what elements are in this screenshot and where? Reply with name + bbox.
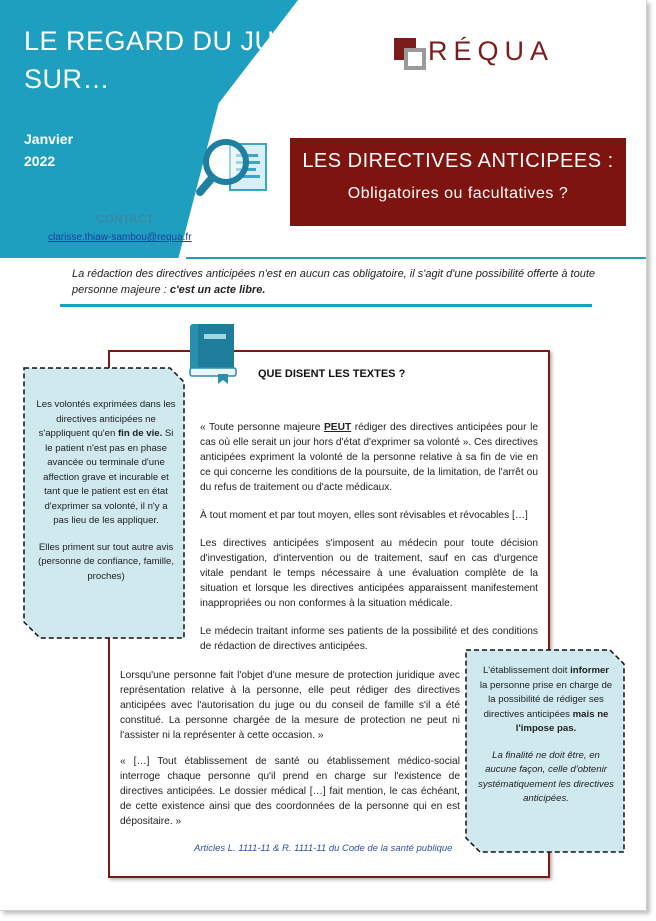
magnifier-document-icon (196, 130, 276, 212)
left-note-paragraph-1 (36, 398, 176, 529)
main-text-lower (120, 668, 460, 840)
text-paragraph-1 (200, 420, 538, 495)
book-icon (186, 322, 242, 384)
right-note-p1-a: L'établissement doit (482, 665, 571, 676)
intro-emphasis: c'est un acte libre. (169, 284, 266, 296)
left-note-text (36, 398, 176, 596)
topic-subtitle: Obligatoires ou facultatives ? (347, 185, 569, 202)
left-note-p1-before: Les volontés exprimées dans les directives anticipées ne s'appliquent qu'en (36, 399, 176, 439)
main-text-upper (200, 420, 538, 667)
topic-title-box (290, 138, 626, 226)
text-paragraph-6: « […] Tout établissement de santé ou établissement médico-social interroge chaque personne qu'il prend en charge sur l'existence de directives anticipées. Le dossier médical […] fait mention, le cas échéant, de cette existence ainsi que des coordonnées de la personne qui en est dépositaire. » (120, 756, 460, 827)
issue-date (24, 128, 73, 172)
p1-before: « Toute personne majeure (200, 422, 324, 433)
text-paragraph-5: Lorsqu'une personne fait l'objet d'une mesure de protection juridique avec représentation relative à la personne, elle peut rédiger des directives anticipées avec l'autorisation du juge ou du conseil de famille s'il a été constitué. La personne chargée de la mesure de protection ne peut ni l'assister ni la représenter à cette occasion. » (120, 670, 460, 741)
right-note-p1-c: la personne prise en charge de la possibilité de rédiger ses directives anticipées (479, 679, 613, 720)
title-line-1: LE REGARD DU JURISTE (24, 26, 357, 56)
logo-wordmark: RÉQUA (428, 36, 555, 66)
text-paragraph-4: Le médecin traitant informe ses patients de la possibilité et des conditions de rédaction de directives anticipées. (200, 626, 538, 652)
contact-label: CONTACT (96, 212, 154, 226)
left-note-p1-after: Si le patient n'est pas en phase avancée ou terminale d'une affection grave et incurable et tant que le patient est en état d'exprimer sa volonté, il n'y a pas lieu de les appliquer. (43, 428, 174, 526)
requa-logo (392, 36, 612, 76)
intro-text: La rédaction des directives anticipées n'est en aucun cas obligatoire, il s'agit d'une possibilité offerte à toute personne majeure : (72, 268, 596, 296)
issue-year: 2022 (24, 153, 56, 169)
issue-month: Janvier (24, 131, 74, 147)
legal-reference: Articles L. 1111-11 & R. 1111-11 du Code de la santé publique (194, 843, 453, 854)
right-note-p1-d: mais ne l'impose pas. (515, 708, 609, 734)
text-paragraph-2: À tout moment et par tout moyen, elles sont révisables et révocables […] (200, 510, 528, 521)
right-note-p1-b: informer (570, 665, 610, 676)
logo-mark-icon (392, 36, 428, 76)
intro-divider (60, 304, 592, 307)
intro-paragraph (72, 266, 612, 298)
p1-after: rédiger des directives anticipées pour le cas où elle serait un jour hors d'état d'exprimer sa volonté ». Ces directives anticipées expriment la volonté de la personne relative à sa fin de vie en ce qui concerne les conditions de la poursuite, de la limitation, de l'arrêt ou du refus de traitement ou d'acte médicaux. (200, 422, 538, 493)
left-note-p1-bold: fin de vie. (117, 428, 163, 439)
right-note-paragraph-2: La finalité ne doit être, en aucune façon, celle d'obtenir systématiquement les directives anticipées. (478, 749, 614, 804)
title-line-2: SUR… (24, 64, 111, 94)
right-note-text (478, 664, 614, 819)
section-title: QUE DISENT LES TEXTES ? (258, 368, 406, 380)
contact-email-link[interactable]: clarisse.thiaw-sambou@requa.fr (48, 232, 192, 243)
newsletter-title (24, 22, 357, 98)
p1-emphasis: PEUT (324, 422, 352, 433)
topic-title: LES DIRECTIVES ANTICIPEES : (302, 150, 614, 172)
text-paragraph-3: Les directives anticipées s'imposent au médecin pour toute décision d'investigation, d'intervention ou de traitement, sauf en cas d'urgence vitale pendant le temps nécessaire à une évaluation complète de la situation et lorsque les directives anticipées apparaissent manifestement inappropriées ou non conformes à la situation médicale. (200, 538, 538, 609)
right-note-paragraph-1 (478, 664, 614, 737)
left-note-paragraph-2: Elles priment sur tout autre avis (personne de confiance, famille, proches) (38, 541, 174, 582)
